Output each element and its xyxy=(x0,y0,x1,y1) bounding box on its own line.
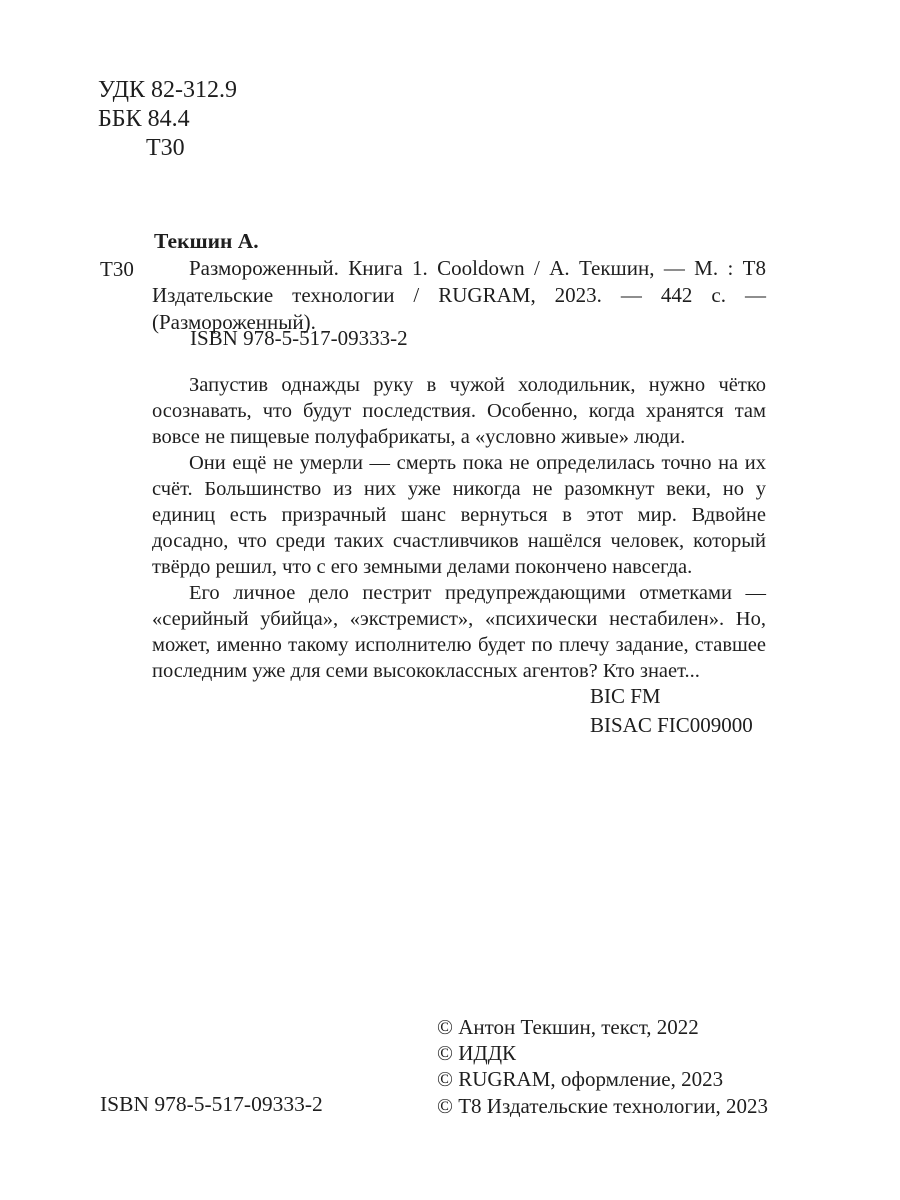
author-sign-code: Т30 xyxy=(146,135,185,161)
catalog-code: Т30 xyxy=(100,257,134,281)
annotation-paragraph: Его личное дело пестрит предупреждающими отметками — «серийный убийца», «экстремист», «психически нестабилен». Но, может, именно такому исполнителю будет по плечу задание, ставшее последним уже для семи высококлассных агентов? Кто знает... xyxy=(152,582,766,682)
bbk-code: ББК 84.4 xyxy=(98,106,190,132)
annotation-block xyxy=(152,372,766,684)
classification-block xyxy=(98,76,237,163)
copyright-line: © RUGRAM, оформление, 2023 xyxy=(437,1067,724,1092)
copyright-line: © Антон Текшин, текст, 2022 xyxy=(437,1015,699,1039)
catalog-author: Текшин А. xyxy=(154,229,259,253)
copyright-line: © ИДДК xyxy=(437,1041,517,1066)
annotation-paragraph: Запустив однажды руку в чужой холодильник, нужно чётко осознавать, что будут последствия. Особенно, когда хранятся там вовсе не пищевые полуфабрикаты, а «условно живые» люди. xyxy=(152,374,766,448)
copyright-block xyxy=(437,1014,768,1119)
bisac-code: BISAC FIC009000 xyxy=(590,712,753,737)
annotation-paragraph: Они ещё не умерли — смерть пока не определилась точно на их счёт. Большинство из них уже никогда не разомкнут веки, но у единиц есть призрачный шанс вернуться в этот мир. Вдвойне досадно, что среди таких счастливчиков нашёлся человек, который твёрдо решил, что с его земными делами покончено навсегда. xyxy=(152,452,766,578)
catalog-bibliographic-entry: Размороженный. Книга 1. Cooldown / А. Текшин, — М. : Т8 Издательские технологии / RUGRAM, 2023. — 442 с. — (Размороженный). xyxy=(152,256,766,334)
copyright-line: © Т8 Издательские технологии, 2023 xyxy=(437,1093,768,1118)
isbn-top: ISBN 978-5-517-09333-2 xyxy=(190,326,408,350)
trade-codes-block xyxy=(590,682,753,739)
isbn-bottom: ISBN 978-5-517-09333-2 xyxy=(100,1092,323,1116)
udk-code: УДК 82-312.9 xyxy=(98,77,237,103)
bic-code: BIC FM xyxy=(590,684,661,708)
